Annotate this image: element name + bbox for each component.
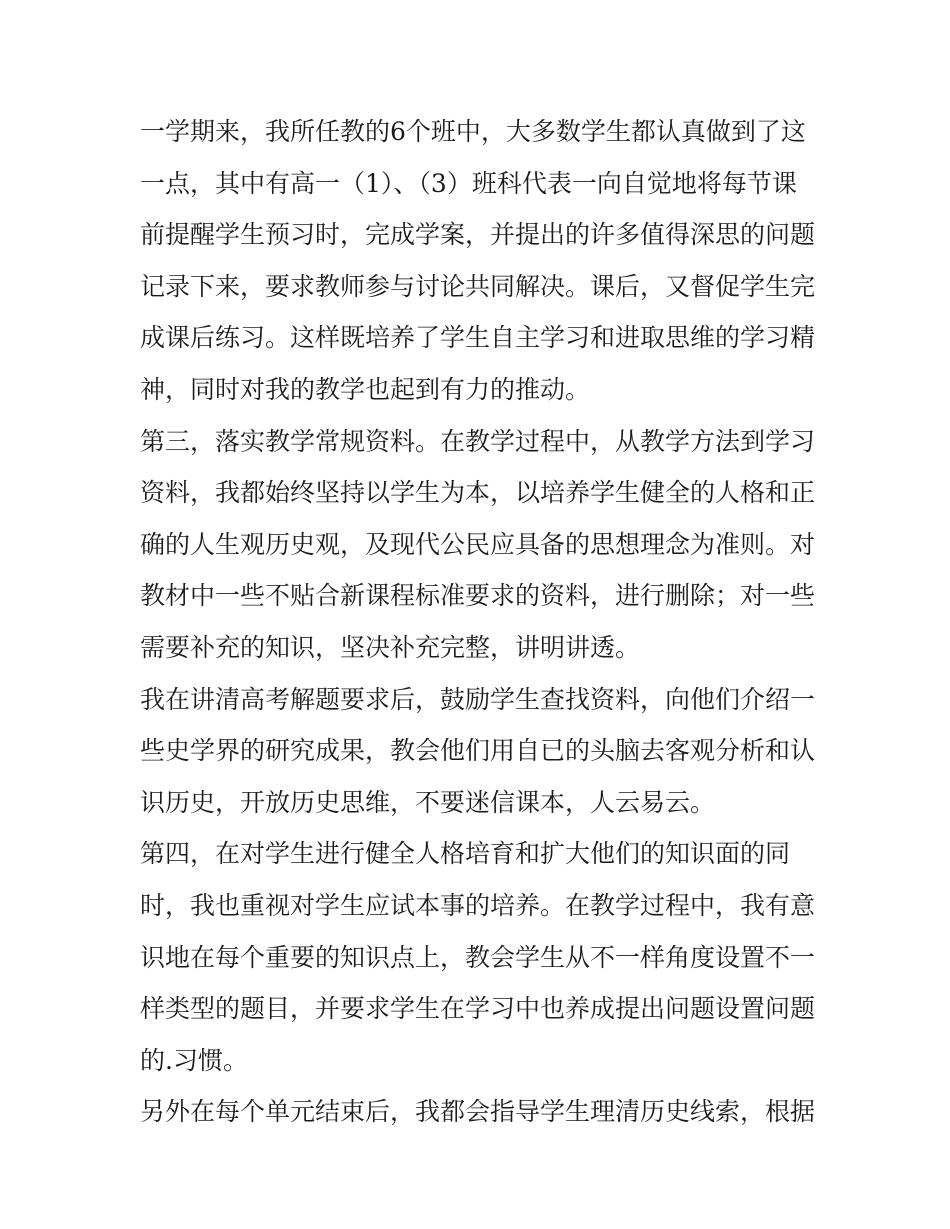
text-line: 第四，在对学生进行健全人格培育和扩大他们的知识面的同: [140, 839, 791, 869]
text-line: 需要补充的知识，坚决补充完整，讲明讲透。: [140, 632, 641, 662]
text-line: 样类型的题目，并要求学生在学习中也养成提出问题设置问题: [140, 994, 816, 1024]
text-line: 我在讲清高考解题要求后，鼓励学生查找资料，向他们介绍一: [140, 684, 816, 714]
text-line: 识地在每个重要的知识点上，教会学生从不一样角度设置不一: [140, 942, 816, 972]
text-line: 第三，落实教学常规资料。在教学过程中，从教学方法到学习: [140, 426, 816, 456]
text-line: 时，我也重视对学生应试本事的培养。在教学过程中，我有意: [140, 890, 816, 920]
text-line: 资料，我都始终坚持以学生为本，以培养学生健全的人格和正: [140, 478, 816, 508]
text-line: 些史学界的研究成果，教会他们用自已的头脑去客观分析和认: [140, 736, 816, 766]
text-line: 确的人生观历史观，及现代公民应具备的思想理念为准则。对: [140, 529, 816, 559]
text-line: 教材中一些不贴合新课程标准要求的资料，进行删除；对一些: [140, 581, 816, 611]
text-line: 的.习惯。: [140, 1045, 248, 1075]
text-line: 一学期来，我所任教的6个班中，大多数学生都认真做到了这: [140, 117, 806, 146]
body-text: [140, 106, 820, 1138]
text-line: 记录下来，要求教师参与讨论共同解决。课后，又督促学生完: [140, 271, 816, 301]
text-line: 前提醒学生预习时，完成学案，并提出的许多值得深思的问题: [140, 220, 816, 250]
text-line: 识历史，开放历史思维，不要迷信课本，人云易云。: [140, 787, 716, 817]
text-line: 成课后练习。这样既培养了学生自主学习和进取思维的学习精: [140, 323, 816, 353]
text-line: 一点，其中有高一（1）、（3）班科代表一向自觉地将每节课: [140, 168, 797, 198]
text-line: 神，同时对我的教学也起到有力的推动。: [140, 374, 591, 404]
text-line: 另外在每个单元结束后，我都会指导学生理清历史线索，根据: [140, 1097, 816, 1127]
